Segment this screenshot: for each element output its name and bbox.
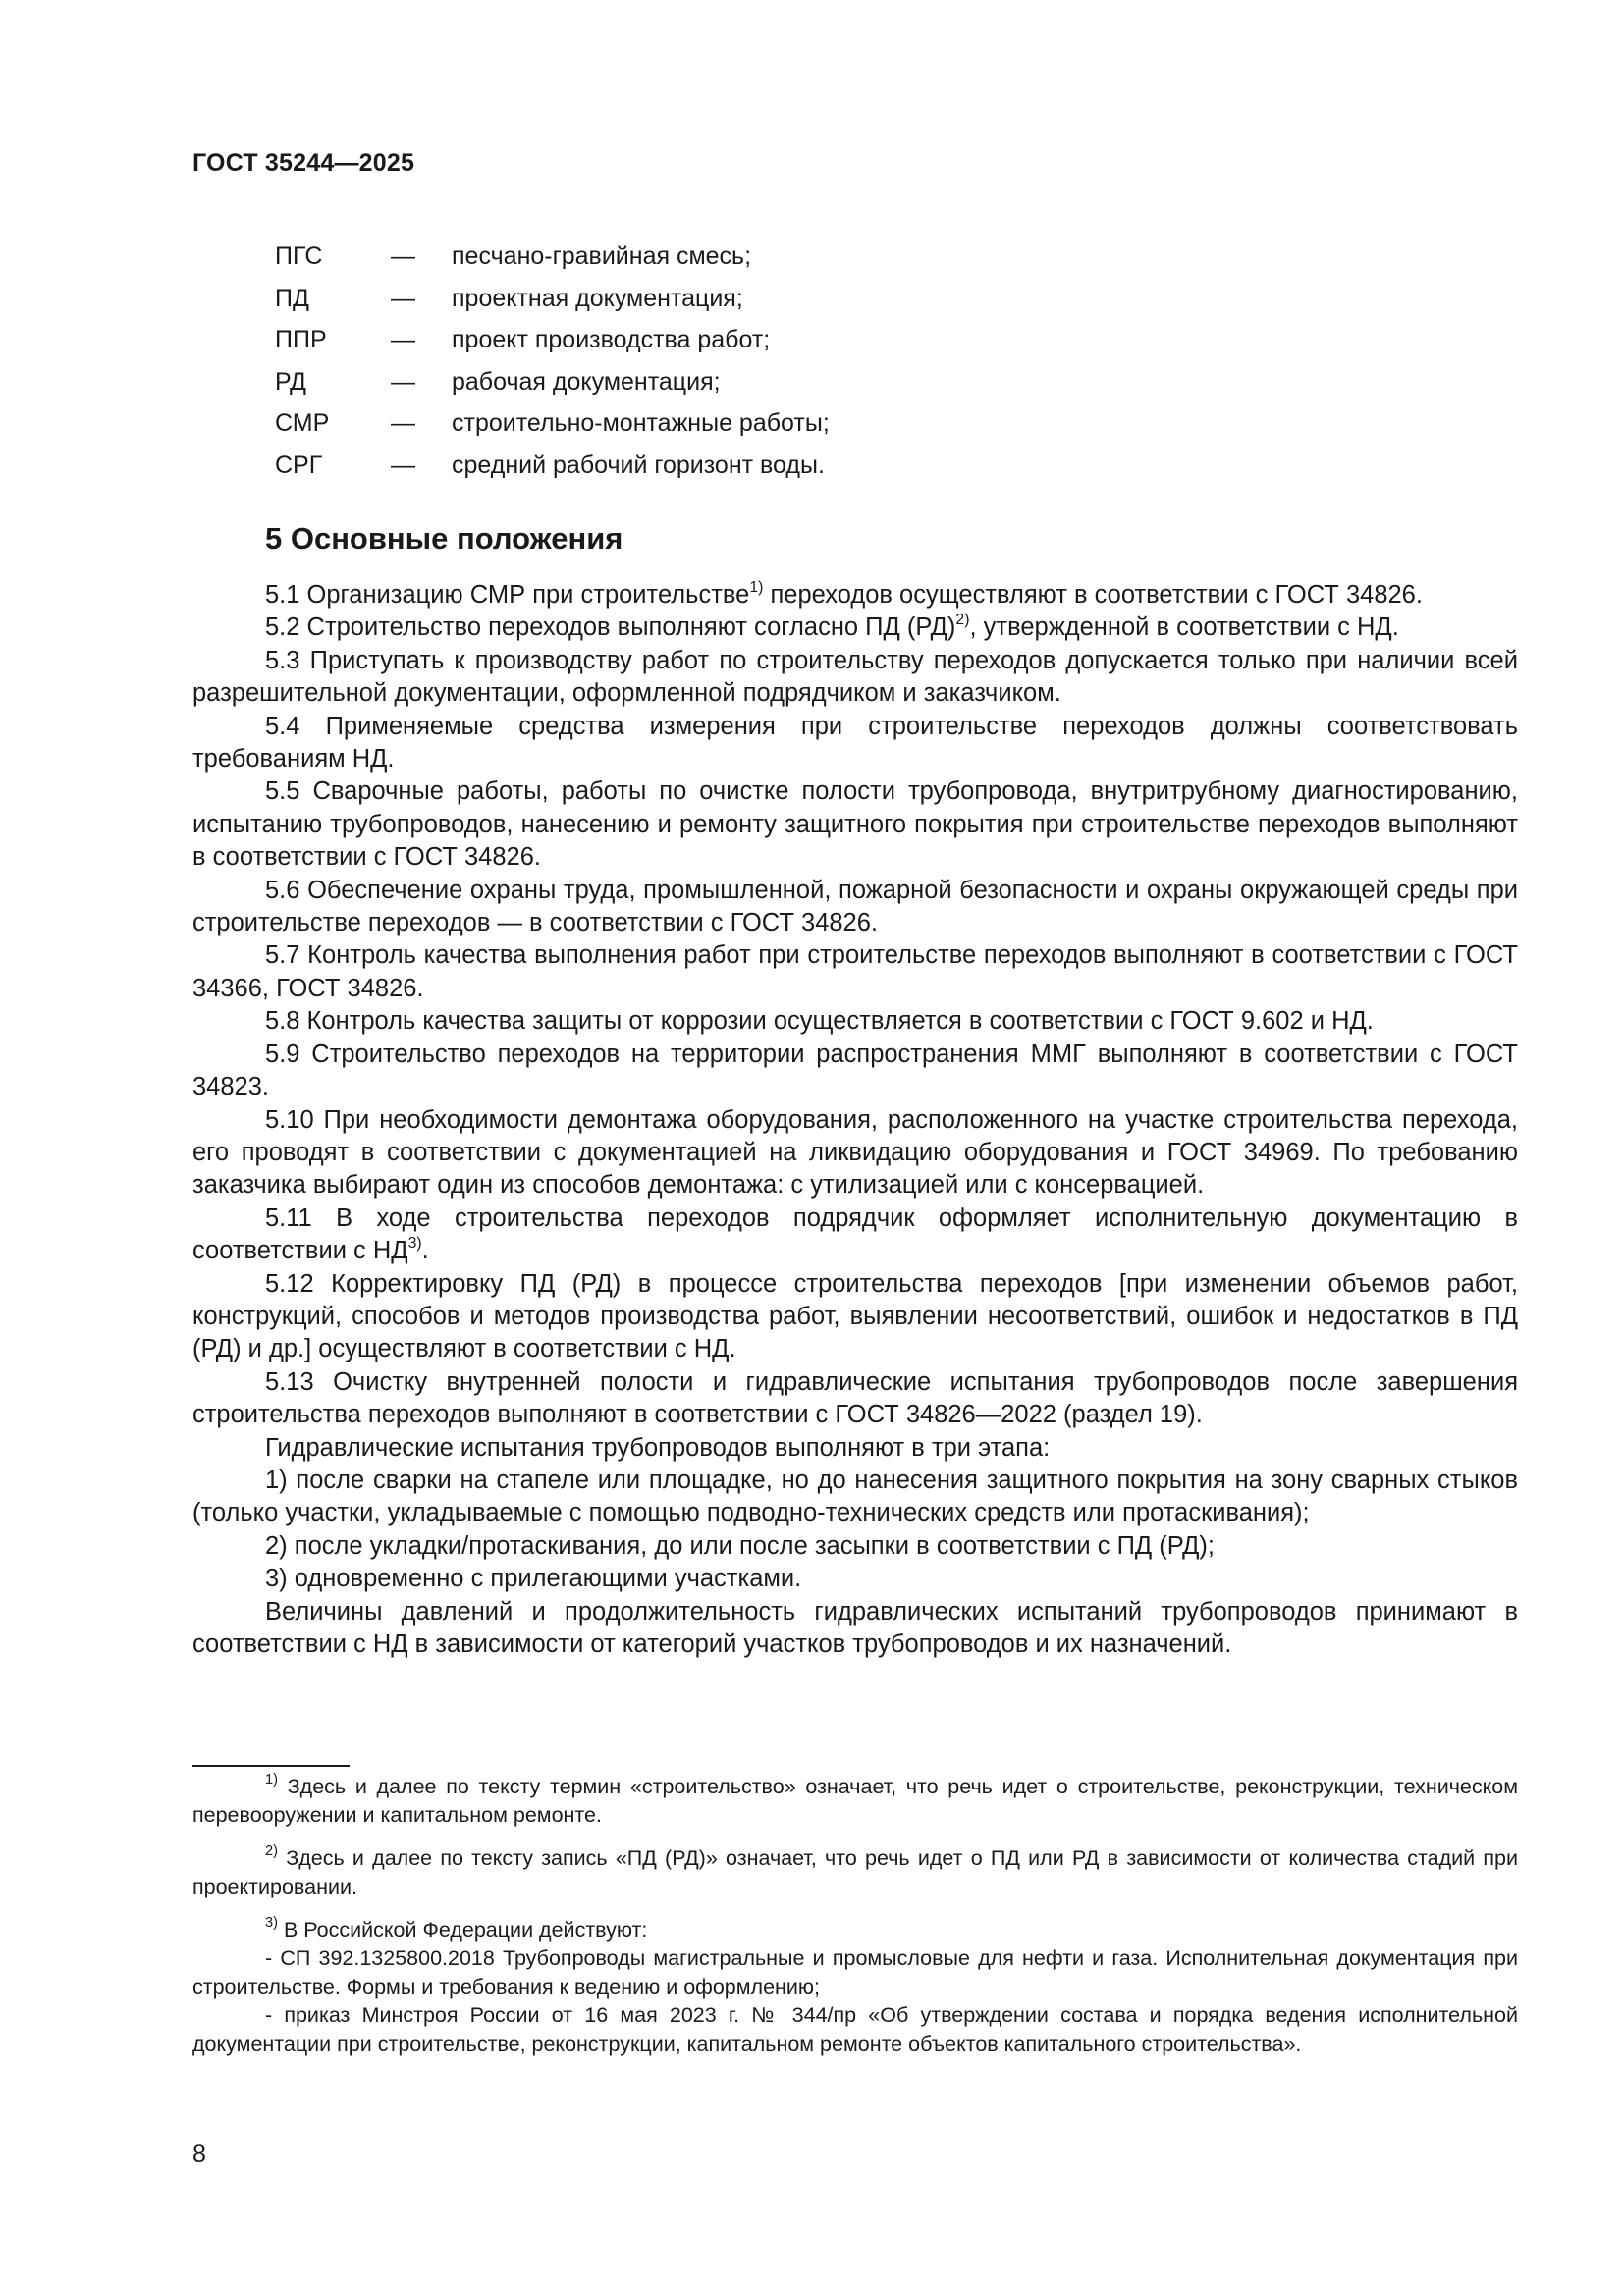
paragraph-text: . xyxy=(421,1237,429,1265)
section-body xyxy=(192,579,1518,1661)
footnote-text: Здесь и далее по тексту запись «ПД (РД)» означает, что речь идет о ПД или РД в зависимости от количества стадий при проектировании. xyxy=(192,1846,1518,1898)
footnote-mark: 3) xyxy=(265,1914,278,1931)
abbreviation-row xyxy=(275,361,1257,403)
paragraph-5-2 xyxy=(192,612,1518,644)
hydro-intro: Гидравлические испытания трубопроводов выполняют в три этапа: xyxy=(265,1433,1051,1462)
paragraph-5-11 xyxy=(192,1202,1518,1268)
paragraph-text: , утвержденной в соответствии с НД. xyxy=(969,614,1399,642)
paragraph-5-5: 5.5 Сварочные работы, работы по очистке полости трубопровода, внутритрубному диагностированию, испытанию трубопроводов, нанесению и ремонту защитного покрытия при строительстве переходов выполняют в соответствии с ГОСТ 34826. xyxy=(192,777,1518,872)
pressures-paragraph: Величины давлений и продолжительность гидравлических испытаний трубопроводов принимают в соответствии с НД в зависимости от категорий участков трубопроводов и их назначений. xyxy=(192,1597,1518,1658)
paragraph-5-9: 5.9 Строительство переходов на территории распространения ММГ выполняют в соответствии с ГОСТ 34823. xyxy=(192,1040,1518,1101)
abbreviation-list xyxy=(275,236,1257,486)
paragraph-5-13: 5.13 Очистку внутренней полости и гидравлические испытания трубопроводов после завершения строительства переходов выполняют в соответствии с ГОСТ 34826—2022 (раздел 19). xyxy=(192,1367,1518,1429)
paragraph-5-7: 5.7 Контроль качества выполнения работ при строительстве переходов выполняют в соответствии с ГОСТ 34366, ГОСТ 34826. xyxy=(192,941,1518,1002)
footnote-ref: 1) xyxy=(749,578,764,596)
page-number: 8 xyxy=(192,2140,206,2167)
abbreviation-definition: проект производства работ; xyxy=(452,326,771,353)
abbreviation-term: ППР xyxy=(275,326,327,353)
document-header: ГОСТ 35244—2025 xyxy=(192,149,415,177)
paragraph-5-12: 5.12 Корректировку ПД (РД) в процессе строительства переходов [при изменении объемов работ, конструкций, способов и методов производства работ, выявлении несоответствий, ошибок и недостатков в ПД (РД) и др.] осуществляют в соответствии с НД. xyxy=(192,1269,1518,1363)
paragraph-text: 5.11 В ходе строительства переходов подрядчик оформляет исполнительную документацию в соответствии с НД xyxy=(192,1203,1518,1265)
paragraph-text: 5.1 Организацию СМР при строительстве xyxy=(265,581,750,609)
hydro-stage-2: 2) после укладки/протаскивания, до или после засыпки в соответствии с ПД (РД); xyxy=(265,1531,1215,1560)
abbreviation-definition: проектная документация; xyxy=(452,284,743,312)
paragraph-5-3: 5.3 Приступать к производству работ по строительству переходов допускается только при наличии всей разрешительной документации, оформленной подрядчиком и заказчиком. xyxy=(192,646,1518,708)
abbreviation-dash: — xyxy=(391,367,415,396)
abbreviation-definition: строительно-монтажные работы; xyxy=(452,409,830,437)
footnote-mark: 1) xyxy=(265,1771,278,1788)
abbreviation-dash: — xyxy=(391,409,415,437)
abbreviation-row xyxy=(275,402,1257,445)
paragraph-5-1 xyxy=(192,579,1518,612)
paragraph-5-8: 5.8 Контроль качества защиты от коррозии осуществляется в соответствии с ГОСТ 9.602 и НД. xyxy=(265,1007,1374,1036)
footnote-3-item-1: - СП 392.1325800.2018 Трубопроводы магистральные и промысловые для нефти и газа. Исполнительная документация при строительстве. Формы и требования к ведению и оформлению; xyxy=(192,1947,1518,1999)
abbreviation-row xyxy=(275,319,1257,361)
abbreviation-term: ПГС xyxy=(275,242,323,270)
abbreviation-dash: — xyxy=(391,284,415,312)
abbreviation-dash: — xyxy=(391,451,415,479)
paragraph-5-10: 5.10 При необходимости демонтажа оборудования, расположенного на участке строительства перехода, его проводят в соответствии с документацией на ликвидацию оборудования и ГОСТ 34969. По требованию заказчика выбирают один из способов демонтажа: с утилизацией или с консервацией. xyxy=(192,1105,1518,1200)
abbreviation-row xyxy=(275,445,1257,487)
footnote-ref: 2) xyxy=(955,611,970,628)
abbreviation-definition: рабочая документация; xyxy=(452,367,721,396)
abbreviation-dash: — xyxy=(391,326,415,353)
hydro-stage-3: 3) одновременно с прилегающими участками. xyxy=(265,1565,802,1593)
footnote-ref: 3) xyxy=(407,1234,422,1252)
footnote-3-item-2: - приказ Минстроя России от 16 мая 2023 г. № 344/пр «Об утверждении состава и порядка ведения исполнительной документации при строительстве, реконструкции, капитальном ремонте объектов капитального строительства». xyxy=(192,2003,1518,2056)
footnote-separator xyxy=(192,1765,350,1767)
footnotes xyxy=(192,1773,1518,2058)
abbreviation-term: ПД xyxy=(275,284,309,312)
section-title: 5 Основные положения xyxy=(265,521,623,556)
abbreviation-row xyxy=(275,236,1257,278)
paragraph-text: 5.2 Строительство переходов выполняют согласно ПД (РД) xyxy=(265,614,956,642)
abbreviation-row xyxy=(275,278,1257,320)
paragraph-text: переходов осуществляют в соответствии с ГОСТ 34826. xyxy=(763,581,1423,609)
abbreviation-definition: песчано-гравийная смесь; xyxy=(452,242,752,270)
abbreviation-term: СМР xyxy=(275,409,330,437)
footnote-text: В Российской Федерации действуют: xyxy=(278,1918,648,1942)
hydro-stage-1: 1) после сварки на стапеле или площадке, но до нанесения защитного покрытия на зону сварных стыков (только участки, укладываемые с помощью подводно-технических средств или протаскивания); xyxy=(192,1466,1518,1527)
abbreviation-dash: — xyxy=(391,242,415,270)
footnote-mark: 2) xyxy=(265,1842,278,1859)
paragraph-5-4: 5.4 Применяемые средства измерения при строительстве переходов должны соответствовать требованиям НД. xyxy=(192,712,1518,774)
abbreviation-term: РД xyxy=(275,367,306,396)
abbreviation-definition: средний рабочий горизонт воды. xyxy=(452,451,825,479)
footnote-text: Здесь и далее по тексту термин «строительство» означает, что речь идет о строительстве, реконструкции, техническом перевооружении и капитальном ремонте. xyxy=(192,1775,1518,1827)
footnote-1 xyxy=(192,1773,1518,1830)
footnote-3 xyxy=(192,1916,1518,1945)
paragraph-5-6: 5.6 Обеспечение охраны труда, промышленной, пожарной безопасности и охраны окружающей среды при строительстве переходов — в соответствии с ГОСТ 34826. xyxy=(192,876,1518,937)
abbreviation-term: СРГ xyxy=(275,451,323,479)
footnote-2 xyxy=(192,1844,1518,1901)
